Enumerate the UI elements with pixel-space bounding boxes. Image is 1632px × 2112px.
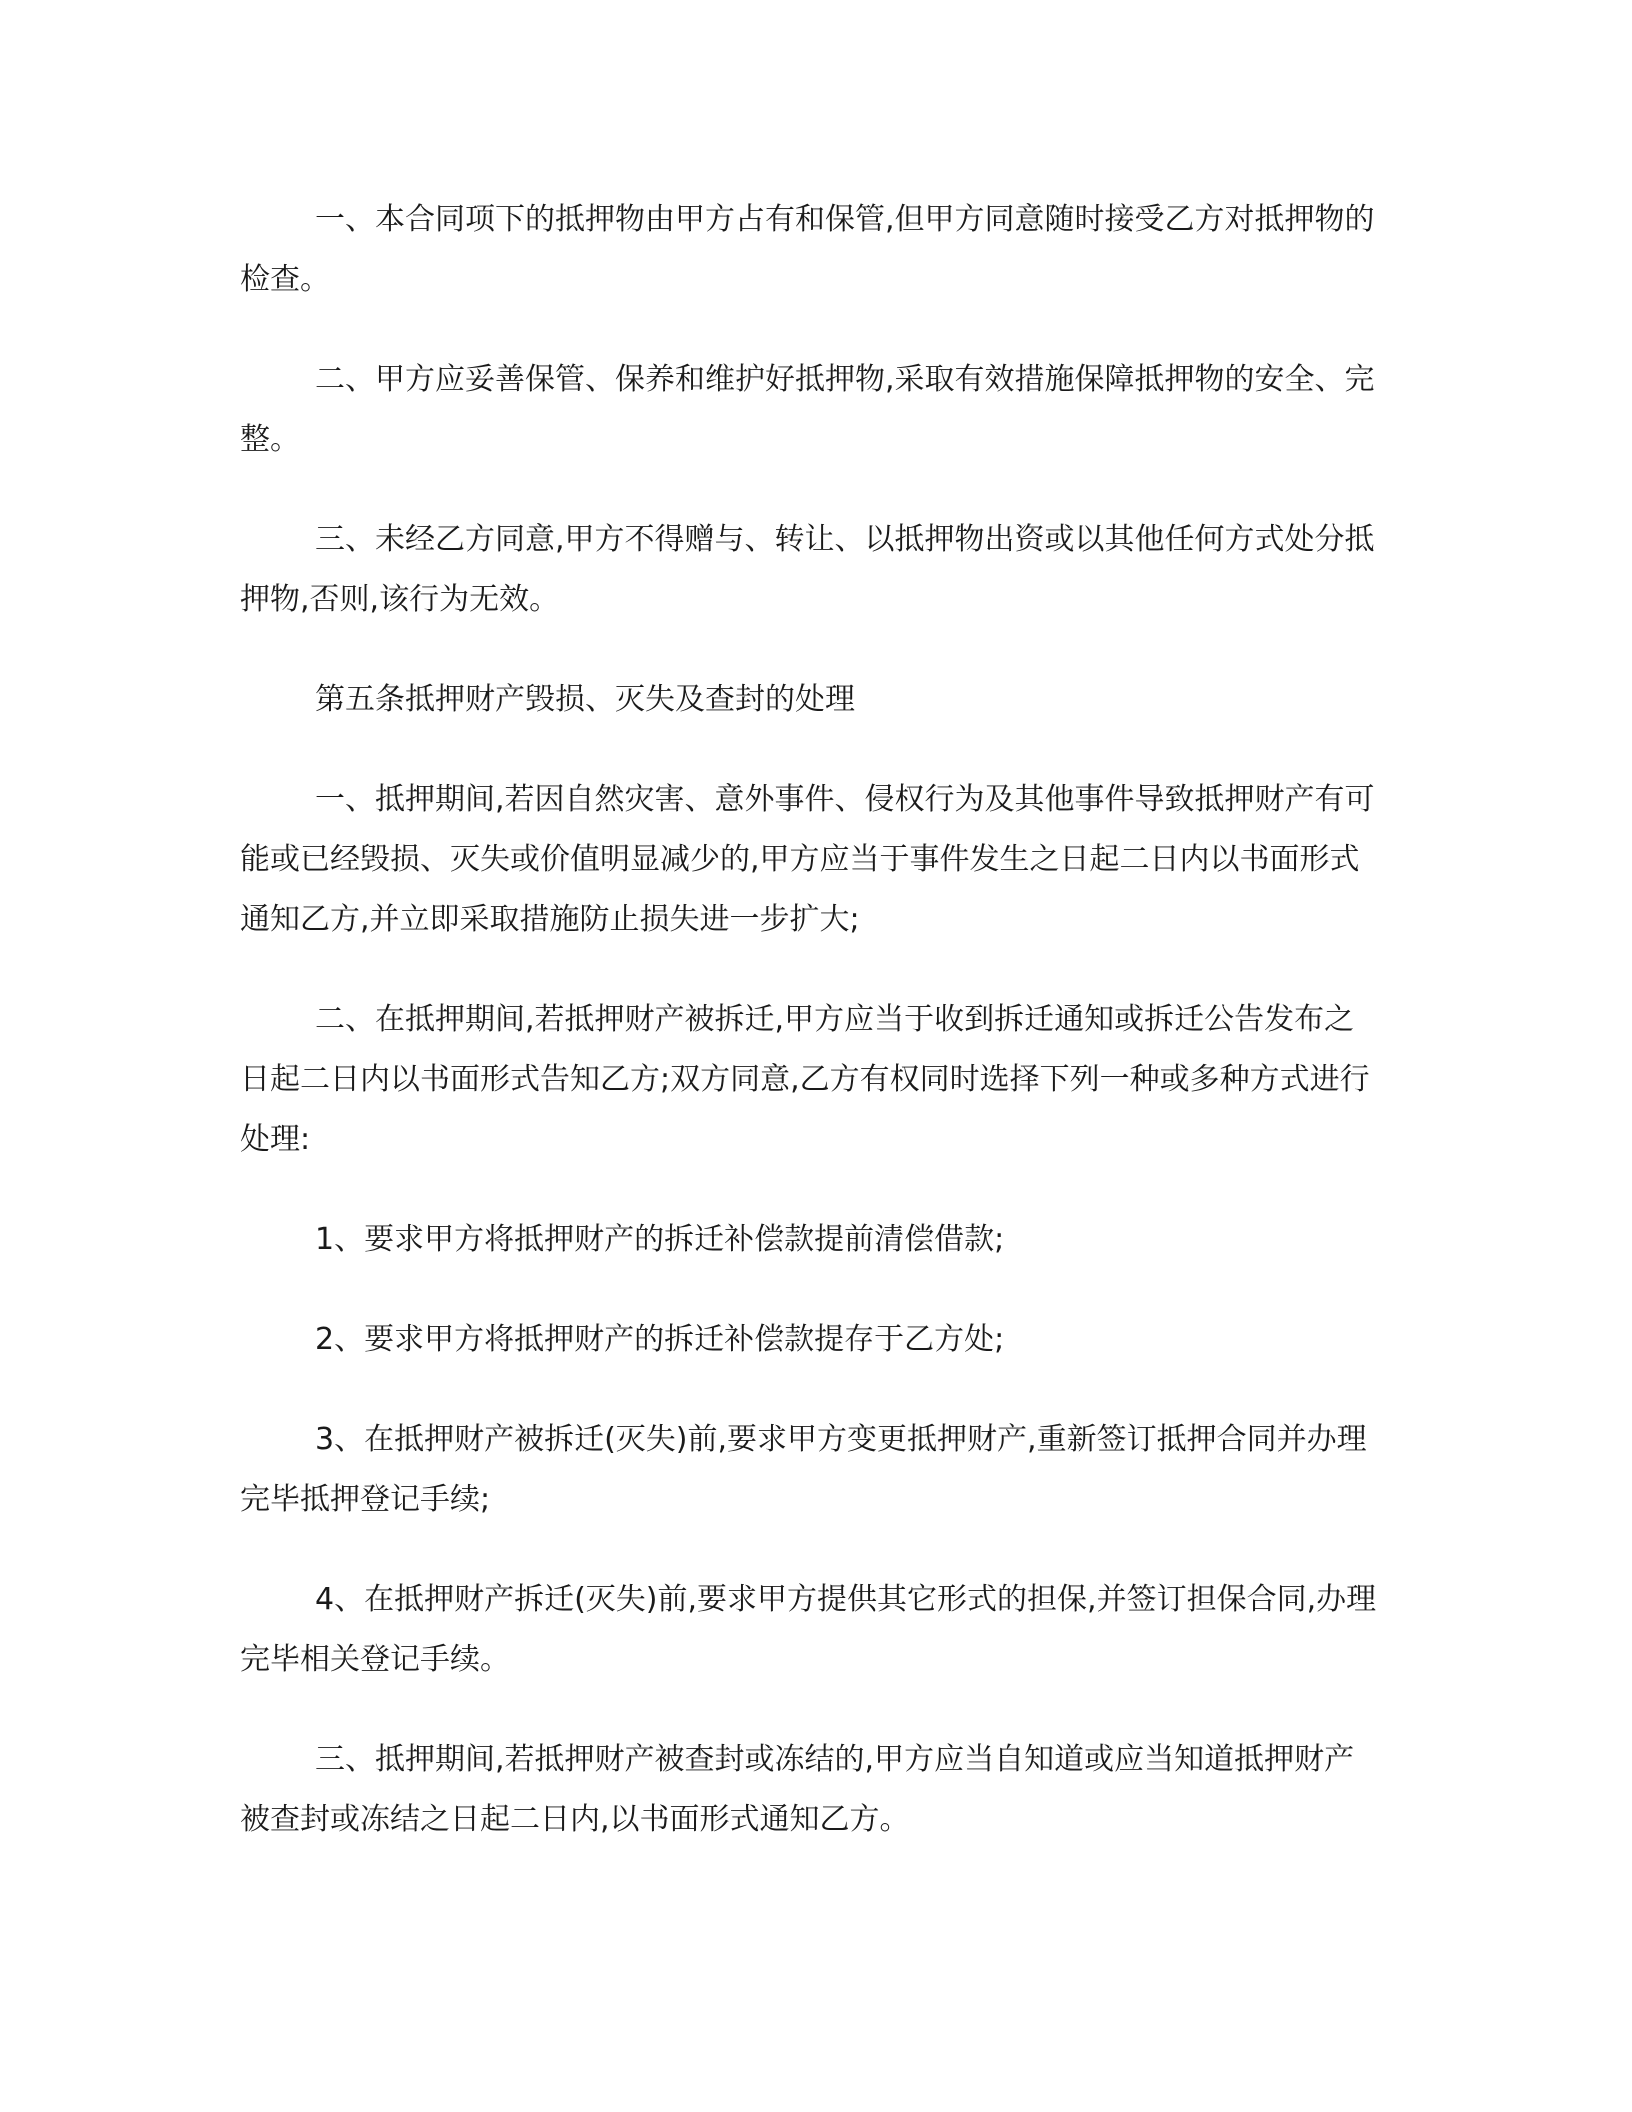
paragraph-demolition: 二、在抵押期间,若抵押财产被拆迁,甲方应当于收到拆迁通知或拆迁公告发布之日起二日内以书面形式告知乙方;双方同意,乙方有权同时选择下列一种或多种方式进行处理:	[240, 1002, 1370, 1157]
paragraph-maintenance: 二、甲方应妥善保管、保养和维护好抵押物,采取有效措施保障抵押物的安全、完整。	[240, 362, 1375, 457]
list-item-1: 1、要求甲方将抵押财产的拆迁补偿款提前清偿借款;	[315, 1222, 1005, 1257]
list-item-2: 2、要求甲方将抵押财产的拆迁补偿款提存于乙方处;	[315, 1322, 1005, 1357]
paragraph-disposal: 三、未经乙方同意,甲方不得赠与、转让、以抵押物出资或以其他任何方式处分抵押物,否则,该行为无效。	[240, 522, 1375, 617]
document-body	[240, 190, 1380, 1890]
paragraph-damage-notice: 一、抵押期间,若因自然灾害、意外事件、侵权行为及其他事件导致抵押财产有可能或已经毁损、灭失或价值明显减少的,甲方应当于事件发生之日起二日内以书面形式通知乙方,并立即采取措施防止损失进一步扩大;	[240, 782, 1375, 937]
paragraph-seizure: 三、抵押期间,若抵押财产被查封或冻结的,甲方应当自知道或应当知道抵押财产被查封或冻结之日起二日内,以书面形式通知乙方。	[240, 1742, 1355, 1837]
paragraph-custody: 一、本合同项下的抵押物由甲方占有和保管,但甲方同意随时接受乙方对抵押物的检查。	[240, 202, 1375, 297]
section-heading-article-5: 第五条抵押财产毁损、灭失及查封的处理	[315, 682, 855, 717]
list-item-3: 3、在抵押财产被拆迁(灭失)前,要求甲方变更抵押财产,重新签订抵押合同并办理完毕抵押登记手续;	[240, 1422, 1367, 1517]
list-item-4: 4、在抵押财产拆迁(灭失)前,要求甲方提供其它形式的担保,并签订担保合同,办理完毕相关登记手续。	[240, 1582, 1377, 1677]
